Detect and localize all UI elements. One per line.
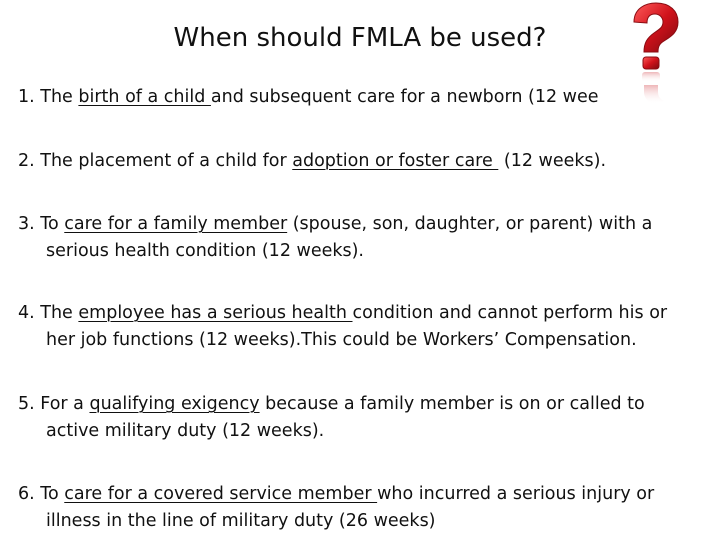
item-text: who incurred a serious injury or bbox=[377, 484, 655, 504]
item-underlined-text: employee has a serious health bbox=[78, 303, 353, 323]
item-number: 3. bbox=[18, 214, 35, 234]
item-text: (spouse, son, daughter, or parent) with a bbox=[287, 214, 653, 234]
item-text: because a family member is on or called to bbox=[259, 394, 645, 414]
item-underlined-text: birth of a child bbox=[78, 87, 211, 107]
item-text: condition and cannot perform his or bbox=[352, 303, 668, 323]
item-text: The placement of a child for bbox=[34, 151, 293, 171]
item-number: 5. bbox=[18, 394, 35, 414]
item-underlined-text: adoption or foster care bbox=[292, 151, 499, 171]
item-text: For a bbox=[34, 394, 90, 414]
item-number: 2. bbox=[18, 151, 35, 171]
item-underlined-text: care for a covered service member bbox=[64, 484, 378, 504]
slide-title: When should FMLA be used? bbox=[173, 23, 547, 53]
list-item bbox=[18, 211, 708, 265]
item-number: 4. bbox=[18, 303, 35, 323]
item-continuation: her job functions (12 weeks).This could be Workers’ Compensation. bbox=[46, 330, 637, 350]
item-text: To bbox=[34, 214, 65, 234]
item-text: To bbox=[34, 484, 65, 504]
list-item bbox=[18, 300, 708, 354]
item-text: (12 weeks). bbox=[498, 151, 607, 171]
item-number: 1. bbox=[18, 87, 35, 107]
list-item bbox=[18, 481, 708, 535]
item-continuation: active military duty (12 weeks). bbox=[46, 421, 325, 441]
list-item bbox=[18, 148, 708, 175]
item-text: The bbox=[34, 87, 79, 107]
item-text: The bbox=[34, 303, 79, 323]
list-item bbox=[18, 84, 618, 111]
item-continuation: illness in the line of military duty (26 weeks) bbox=[46, 511, 436, 531]
item-underlined-text: care for a family member bbox=[64, 214, 288, 234]
item-number: 6. bbox=[18, 484, 35, 504]
item-continuation: serious health condition (12 weeks). bbox=[46, 241, 364, 261]
item-text: and subsequent care for a newborn (12 wee bbox=[210, 87, 599, 107]
item-underlined-text: qualifying exigency bbox=[89, 394, 260, 414]
list-item bbox=[18, 391, 708, 445]
question-mark-icon bbox=[622, 0, 684, 108]
